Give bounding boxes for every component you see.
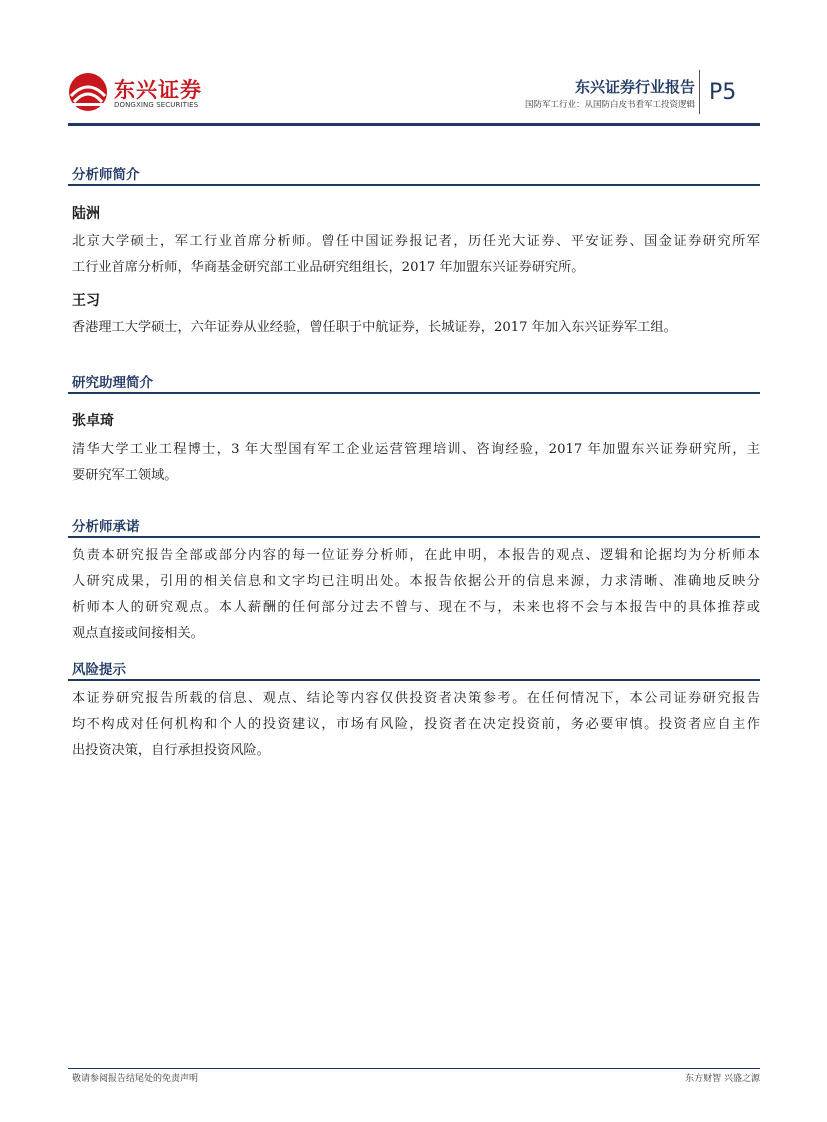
section-heading-commitment: 分析师承诺 — [72, 519, 140, 535]
text-line: 负责本研究报告全部或部分内容的每一位证券分析师，在此申明，本报告的观点、逻辑和论据均为分析师本 — [72, 548, 760, 563]
text-line: 人研究成果，引用的相关信息和文字均已注明出处。本报告依据公开的信息来源，力求清晰、准确地反映分 — [72, 574, 760, 589]
analyst-name: 陆洲 — [72, 206, 100, 222]
report-title: 东兴证券行业报告 — [574, 78, 695, 96]
page-header — [68, 66, 760, 124]
report-subtitle: 国防军工行业：从国防白皮书看军工投资逻辑 — [524, 100, 695, 110]
section-heading-risk: 风险提示 — [72, 662, 126, 678]
bio-line: 要研究军工领域。 — [72, 468, 178, 483]
section-rule — [68, 536, 760, 538]
footer-disclaimer-note: 敬请参阅报告结尾处的免责声明 — [72, 1074, 199, 1084]
section-rule — [68, 392, 760, 394]
analyst-bio — [72, 229, 760, 281]
header-rule — [68, 123, 760, 126]
logo-text-en: DONGXING SECURITIES — [114, 101, 199, 109]
bio-line: 北京大学硕士，军工行业首席分析师。曾任中国证券报记者，历任光大证券、平安证券、国金证券研究所军 — [72, 234, 760, 249]
logo-text-cn: 东兴证券 — [114, 78, 202, 102]
analyst-name: 王习 — [72, 293, 100, 309]
text-line: 均不构成对任何机构和个人的投资建议，市场有风险，投资者在决定投资前，务必要审慎。投资者应自主作 — [72, 717, 760, 732]
assistant-name: 张卓琦 — [72, 413, 114, 429]
text-line: 出投资决策，自行承担投资风险。 — [72, 743, 270, 758]
text-line: 本证券研究报告所载的信息、观点、结论等内容仅供投资者决策参考。在任何情况下，本公司证券研究报告 — [72, 691, 760, 706]
bio-line: 香港理工大学硕士，六年证券从业经验，曾任职于中航证券，长城证券，2017 年加入东兴证券军工组。 — [72, 320, 677, 335]
company-logo — [68, 72, 228, 116]
bio-line: 工行业首席分析师，华商基金研究部工业品研究组组长，2017 年加盟东兴证券研究所。 — [72, 260, 585, 275]
analyst-bio — [72, 315, 760, 341]
footer-rule — [68, 1068, 760, 1069]
risk-text — [72, 686, 760, 764]
commitment-text — [72, 543, 760, 647]
section-rule — [68, 679, 760, 681]
assistant-bio — [72, 437, 760, 489]
text-line: 析师本人的研究观点。本人薪酬的任何部分过去不曾与、现在不与，未来也将不会与本报告中的具体推荐或 — [72, 600, 760, 615]
bio-line: 清华大学工业工程博士，3 年大型国有军工企业运营管理培训、咨询经验，2017 年加盟东兴证券研究所，主 — [72, 442, 760, 457]
text-line: 观点直接或间接相关。 — [72, 626, 204, 641]
page-number: P5 — [709, 80, 737, 105]
section-rule — [68, 184, 760, 186]
section-heading-assistants: 研究助理简介 — [72, 375, 153, 391]
dongxing-logo-icon — [68, 72, 108, 112]
section-heading-analysts: 分析师简介 — [72, 167, 140, 183]
header-divider — [699, 70, 700, 114]
footer-slogan: 东方财智 兴盛之源 — [685, 1074, 760, 1084]
